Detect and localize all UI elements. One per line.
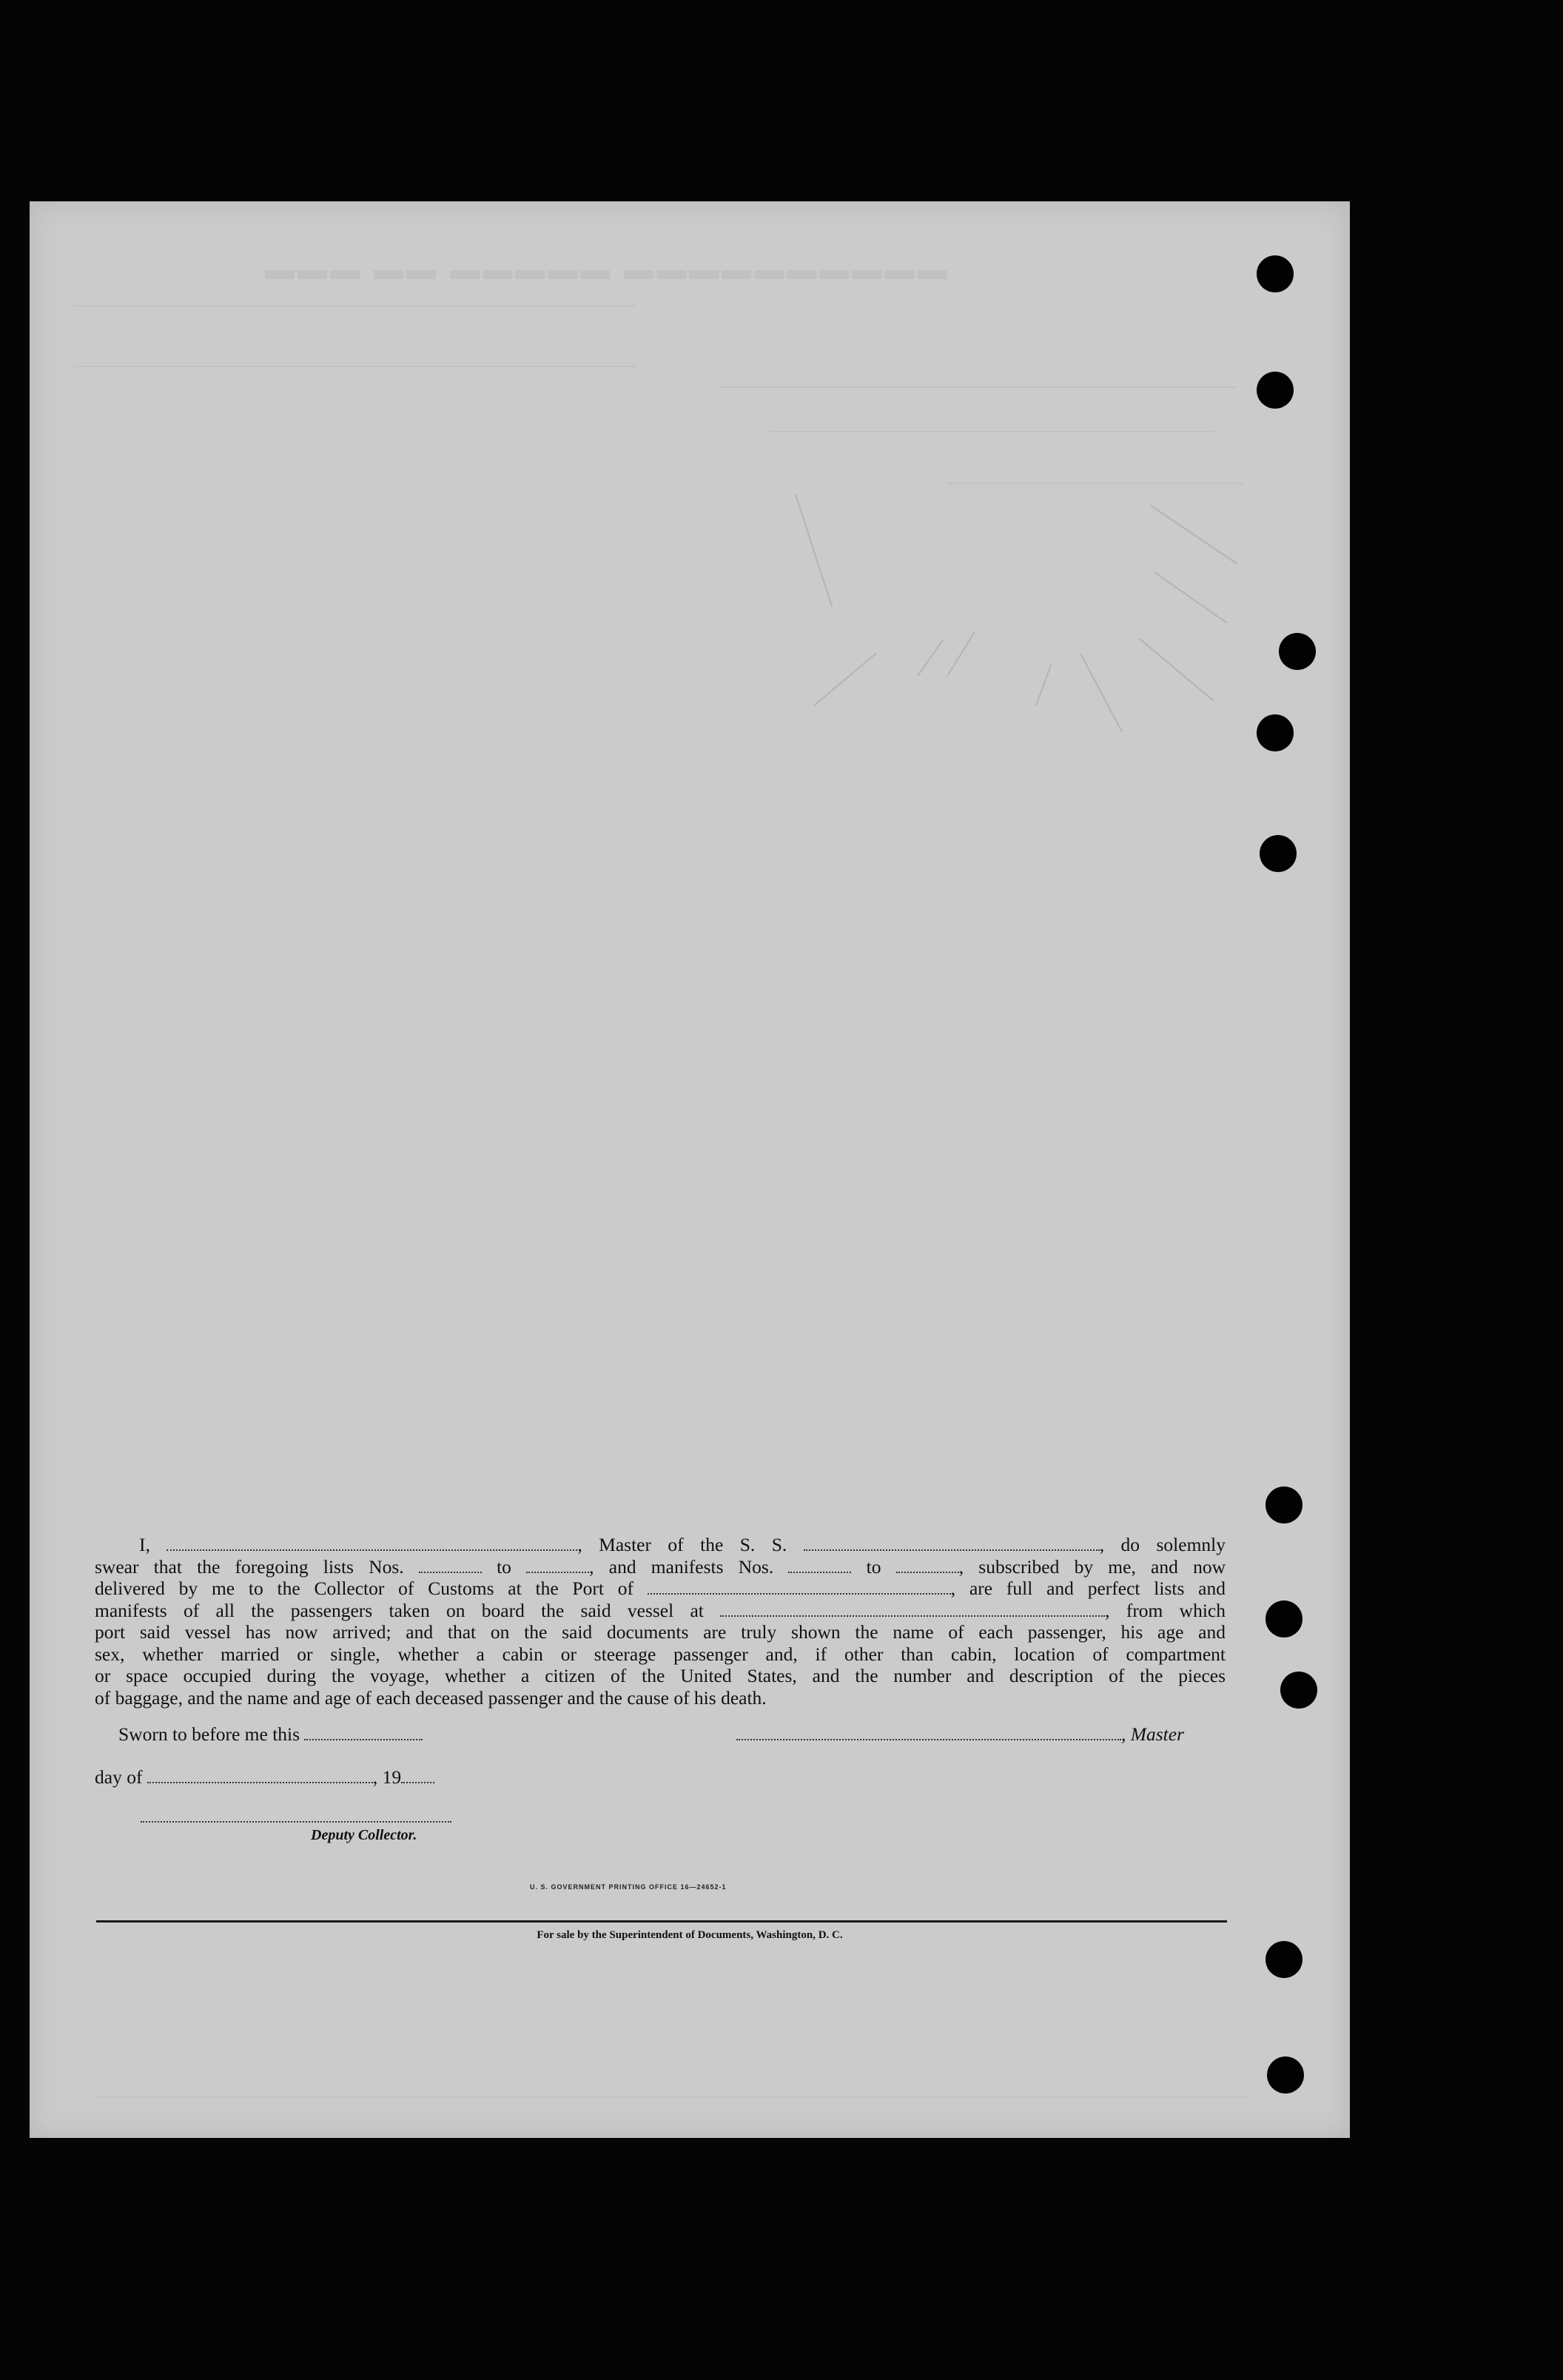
bleed-through-heading: ▬▬▬ ▬▬ ▬▬▬▬▬ ▬▬▬▬▬▬▬▬▬▬ bbox=[265, 253, 950, 286]
deputy-collector-label: Deputy Collector. bbox=[311, 1827, 417, 1843]
month-field[interactable] bbox=[147, 1769, 373, 1783]
departure-port-field[interactable] bbox=[720, 1602, 1105, 1617]
punch-hole bbox=[1265, 1941, 1302, 1978]
day-of-row bbox=[95, 1766, 434, 1789]
oath-text: , subscribed by me, and now bbox=[958, 1555, 1226, 1578]
punch-hole bbox=[1267, 2056, 1304, 2094]
oath-text: swear that the foregoing lists Nos. bbox=[95, 1555, 404, 1578]
oath-text: to bbox=[497, 1555, 511, 1578]
oath-line bbox=[95, 1600, 1226, 1622]
pencil-mark bbox=[1080, 654, 1123, 733]
oath-text: I, bbox=[139, 1534, 150, 1555]
oath-line bbox=[95, 1578, 1226, 1600]
oath-text: , Master of the S. S. bbox=[577, 1534, 787, 1555]
pencil-mark bbox=[1035, 663, 1052, 705]
ship-name-field[interactable] bbox=[804, 1536, 1100, 1551]
oath-line: port said vessel has now arrived; and that on the said documents are truly shown the name of each passenger, his age and bbox=[95, 1621, 1226, 1643]
bleed-through-line bbox=[770, 431, 1214, 432]
oath-line bbox=[95, 1534, 1226, 1556]
master-label: , Master bbox=[1121, 1723, 1184, 1745]
list-to-field[interactable] bbox=[526, 1558, 589, 1573]
oath-line: sex, whether married or single, whether a cabin or steerage passenger and, if other than cabin, location of compartment bbox=[95, 1643, 1226, 1665]
oath-text: delivered by me to the Collector of Customs at the Port of bbox=[95, 1578, 633, 1599]
pencil-mark bbox=[813, 653, 877, 706]
port-field[interactable] bbox=[648, 1580, 951, 1595]
manifest-from-field[interactable] bbox=[788, 1558, 851, 1573]
punch-hole bbox=[1260, 835, 1297, 872]
oath-paragraph bbox=[95, 1534, 1226, 1709]
sworn-label: Sworn to before me this bbox=[118, 1723, 300, 1745]
pencil-mark bbox=[917, 639, 944, 676]
master-signature-row bbox=[736, 1723, 1184, 1746]
master-signature-field[interactable] bbox=[736, 1726, 1121, 1740]
year-label: , 19 bbox=[372, 1766, 402, 1788]
bleed-through-line bbox=[947, 483, 1243, 484]
document-page bbox=[30, 201, 1350, 2138]
for-sale-notice: For sale by the Superintendent of Documents, Washington, D. C. bbox=[537, 1929, 843, 1941]
punch-hole bbox=[1257, 714, 1294, 751]
punch-hole bbox=[1279, 633, 1316, 670]
oath-line: or space occupied during the voyage, whether a citizen of the United States, and the number and description of the pieces bbox=[95, 1665, 1226, 1686]
bleed-through-line bbox=[74, 305, 636, 306]
pencil-mark bbox=[1154, 571, 1227, 623]
oath-text: manifests of all the passengers taken on board the said vessel at bbox=[95, 1599, 704, 1621]
punch-hole bbox=[1265, 1486, 1302, 1523]
year-field[interactable] bbox=[401, 1769, 434, 1783]
sworn-row bbox=[118, 1723, 423, 1746]
pencil-mark bbox=[947, 631, 975, 676]
oath-text: , from which bbox=[1105, 1599, 1226, 1621]
day-of-label: day of bbox=[95, 1766, 143, 1788]
master-name-field[interactable] bbox=[167, 1536, 577, 1551]
deputy-signature-line[interactable] bbox=[141, 1821, 451, 1823]
pencil-mark bbox=[1139, 638, 1214, 701]
list-from-field[interactable] bbox=[419, 1558, 482, 1573]
pencil-mark bbox=[1150, 505, 1237, 564]
oath-text: , and manifests Nos. bbox=[589, 1555, 774, 1578]
sworn-day-field[interactable] bbox=[304, 1726, 423, 1740]
pencil-mark bbox=[795, 495, 833, 608]
oath-text: , are full and perfect lists and bbox=[950, 1578, 1226, 1599]
oath-line bbox=[95, 1556, 1226, 1578]
punch-hole bbox=[1280, 1672, 1317, 1709]
divider-rule bbox=[96, 1920, 1227, 1923]
punch-hole bbox=[1257, 255, 1294, 292]
printing-office-imprint: U. S. GOVERNMENT PRINTING OFFICE 16—24652-1 bbox=[530, 1883, 727, 1891]
manifest-to-field[interactable] bbox=[896, 1558, 959, 1573]
oath-text: to bbox=[866, 1555, 881, 1578]
oath-text: , do solemnly bbox=[1099, 1534, 1226, 1555]
oath-line: of baggage, and the name and age of each deceased passenger and the cause of his death. bbox=[95, 1686, 767, 1709]
bleed-through-line bbox=[718, 386, 1236, 388]
punch-hole bbox=[1257, 372, 1294, 409]
bleed-through-line bbox=[74, 366, 636, 367]
bleed-through-line bbox=[96, 2096, 1251, 2098]
punch-hole bbox=[1265, 1600, 1302, 1637]
